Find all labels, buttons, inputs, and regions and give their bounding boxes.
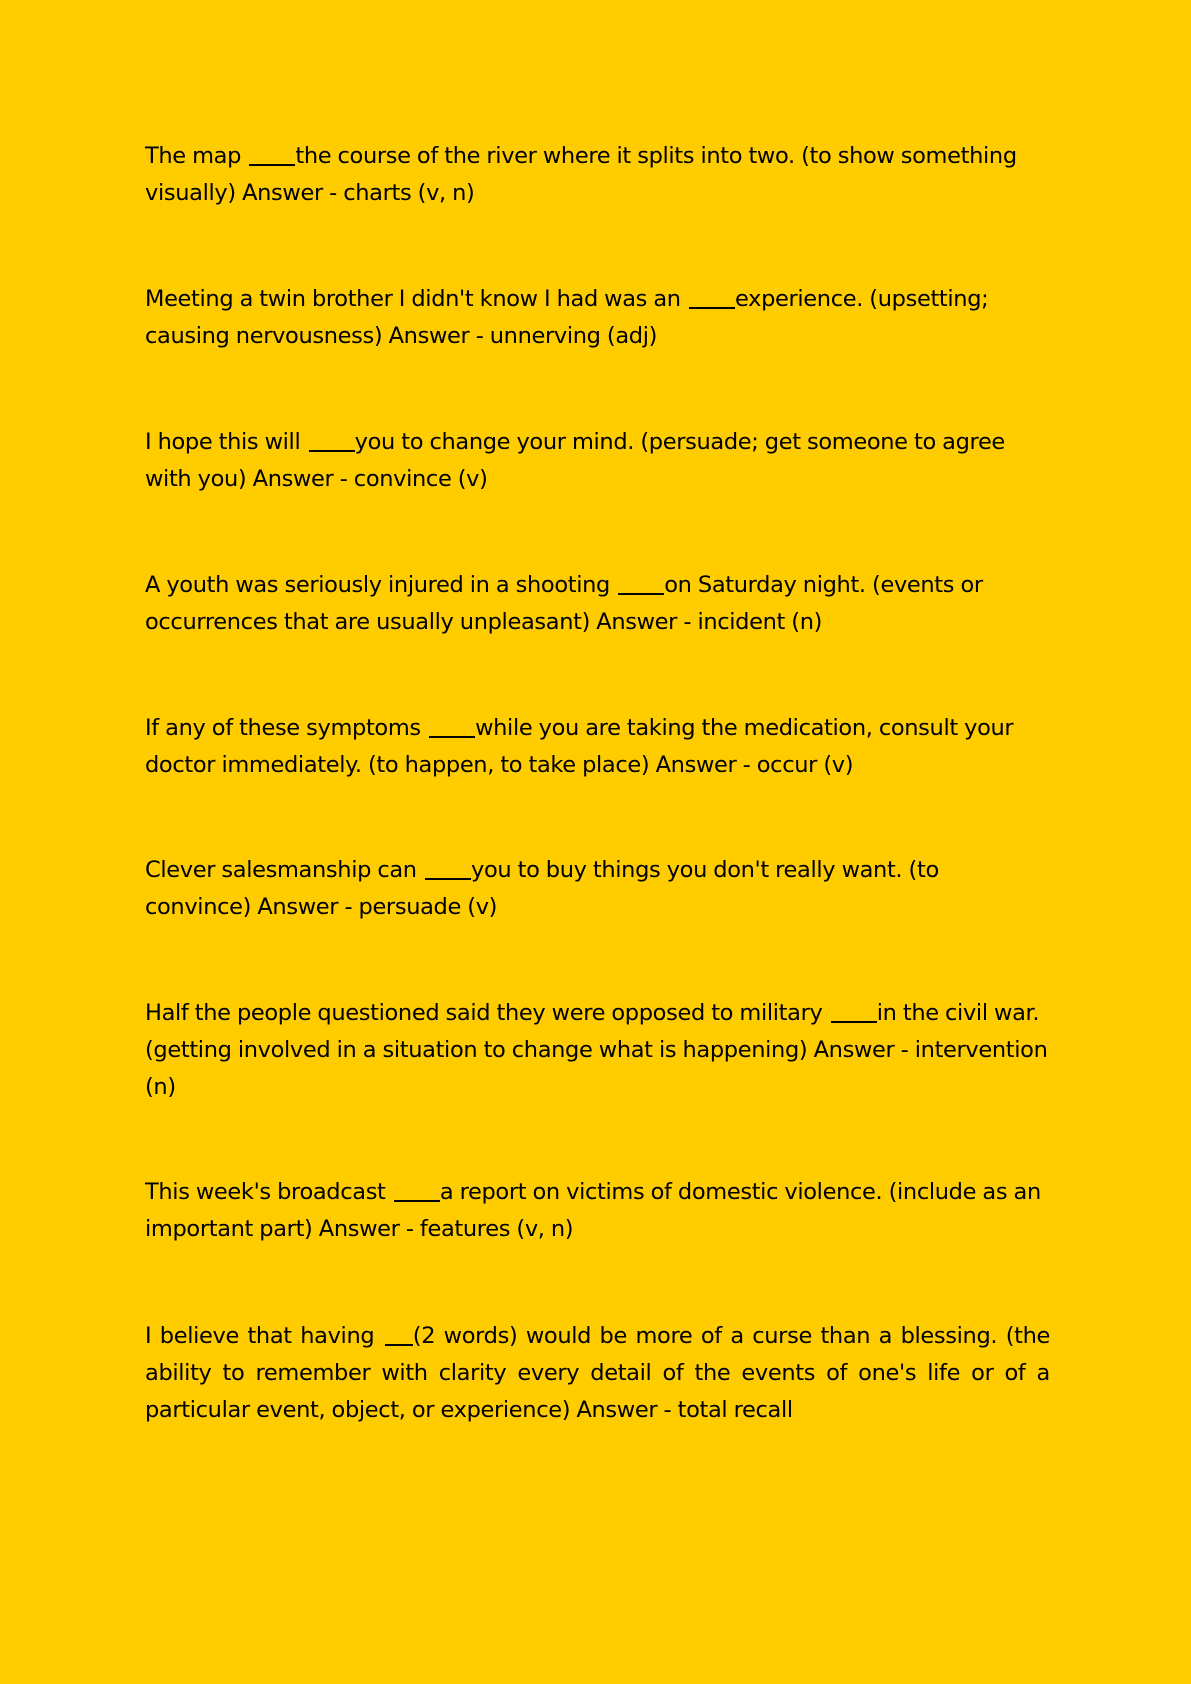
question-6-before: Clever salesmanship can <box>145 857 423 883</box>
question-3-before: I hope this will <box>145 429 307 455</box>
answer-blank <box>618 571 664 595</box>
question-1 <box>145 138 1050 212</box>
question-3 <box>145 424 1050 498</box>
answer-blank <box>385 1322 413 1346</box>
question-8 <box>145 1174 1050 1248</box>
question-6-after: you to buy things you don't really want. (to convince) Answer - persuade (v) <box>145 857 939 920</box>
question-6 <box>145 852 1050 926</box>
question-4-before: A youth was seriously injured in a shooting <box>145 572 617 598</box>
question-4 <box>145 567 1050 641</box>
question-7 <box>145 995 1050 1106</box>
question-5 <box>145 710 1050 784</box>
answer-blank <box>429 714 475 738</box>
answer-blank <box>689 285 735 309</box>
question-2 <box>145 281 1050 355</box>
question-8-before: This week's broadcast <box>145 1179 392 1205</box>
answer-blank <box>309 428 355 452</box>
question-9-before: I believe that having <box>145 1323 383 1349</box>
question-1-before: The map <box>145 143 248 169</box>
question-7-before: Half the people questioned said they were opposed to military <box>145 1000 829 1026</box>
question-8-after: a report on victims of domestic violence. (include as an important part) Answer - features (v, n) <box>145 1179 1041 1242</box>
question-3-after: you to change your mind. (persuade; get someone to agree with you) Answer - convince (v) <box>145 429 1005 492</box>
answer-blank <box>249 142 295 166</box>
answer-blank <box>831 999 877 1023</box>
answer-blank <box>425 856 471 880</box>
question-5-before: If any of these symptoms <box>145 715 428 741</box>
question-2-after: experience. (upsetting; causing nervousness) Answer - unnerving (adj) <box>145 286 989 349</box>
answer-blank <box>394 1178 440 1202</box>
question-1-after: the course of the river where it splits into two. (to show something visually) Answer - charts (v, n) <box>145 143 1017 206</box>
question-2-before: Meeting a twin brother I didn't know I had was an <box>145 286 687 312</box>
question-4-after: on Saturday night. (events or occurrences that are usually unpleasant) Answer - incident (n) <box>145 572 983 635</box>
question-7-after: in the civil war. (getting involved in a situation to change what is happening) Answer - intervention (n) <box>145 1000 1048 1100</box>
question-5-after: while you are taking the medication, consult your doctor immediately. (to happen, to take place) Answer - occur (v) <box>145 715 1014 778</box>
question-9 <box>145 1318 1050 1429</box>
question-9-after: (2 words) would be more of a curse than a blessing. (the ability to remember with clarity every detail of the events of one's life or of a particular event, object, or experience) Answer - total recall <box>145 1323 1050 1423</box>
